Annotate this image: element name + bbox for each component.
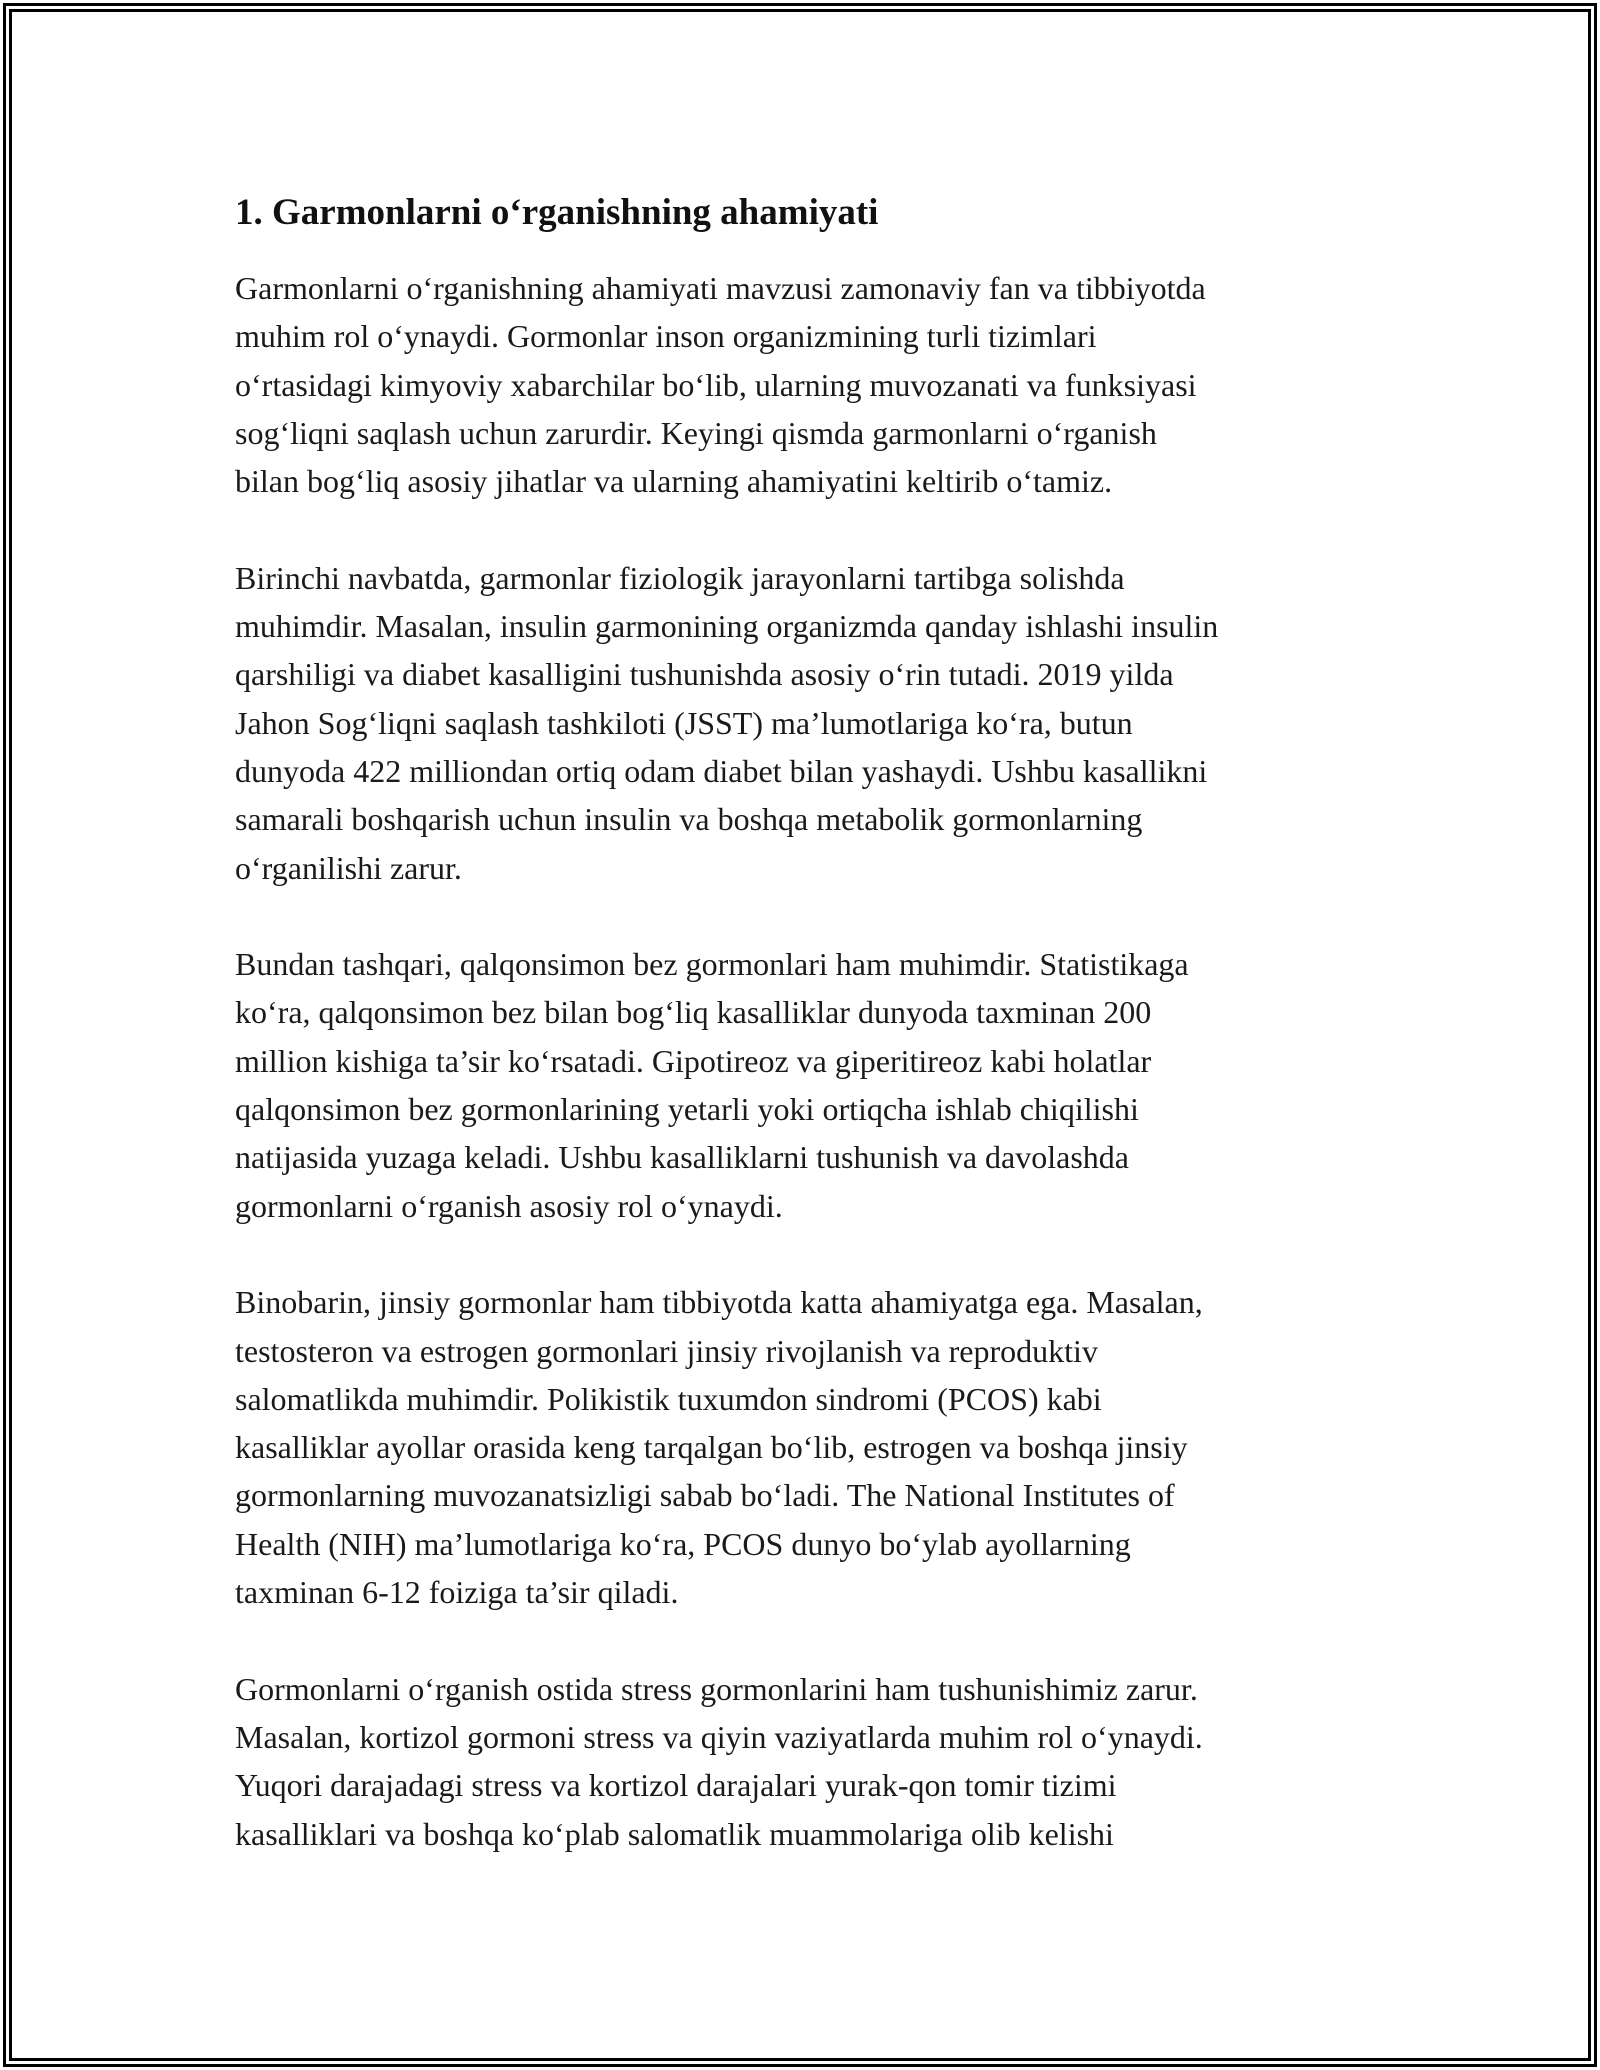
text-line: samarali boshqarish uchun insulin va boshqa metabolik gormonlarning <box>235 801 1143 838</box>
text-line: testosteron va estrogen gormonlari jinsiy rivojlanish va reproduktiv <box>235 1332 1098 1369</box>
paragraph-4 <box>235 1278 1375 1616</box>
text-line: Masalan, kortizol gormoni stress va qiyin vaziyatlarda muhim rol o‘ynaydi. <box>235 1718 1203 1755</box>
text-line: Birinchi navbatda, garmonlar fiziologik jarayonlarni tartibga solishda <box>235 559 1125 596</box>
paragraph-5 <box>235 1665 1375 1858</box>
text-line: kasalliklar ayollar orasida keng tarqalgan bo‘lib, estrogen va boshqa jinsiy <box>235 1429 1188 1466</box>
text-line: natijasida yuzaga keladi. Ushbu kasalliklarni tushunish va davolashda <box>235 1139 1129 1176</box>
text-line: bilan bog‘liq asosiy jihatlar va ularning ahamiyatini keltirib o‘tamiz. <box>235 463 1113 500</box>
paragraph-3 <box>235 940 1375 1230</box>
text-line: Yuqori darajadagi stress va kortizol darajalari yurak-qon tomir tizimi <box>235 1767 1117 1804</box>
text-line: muhim rol o‘ynaydi. Gormonlar inson organizmining turli tizimlari <box>235 318 1097 355</box>
text-line: Bundan tashqari, qalqonsimon bez gormonlari ham muhimdir. Statistikaga <box>235 946 1189 983</box>
text-line: Gormonlarni o‘rganish ostida stress gormonlarini ham tushunishimiz zarur. <box>235 1670 1198 1707</box>
paragraph-2 <box>235 554 1375 892</box>
text-line: Jahon Sog‘liqni saqlash tashkiloti (JSST) ma’lumotlariga ko‘ra, butun <box>235 704 1133 741</box>
text-line: o‘rtasidagi kimyoviy xabarchilar bo‘lib, ularning muvozanati va funksiyasi <box>235 366 1197 403</box>
section-heading: 1. Garmonlarni o‘rganishning ahamiyati <box>235 192 879 233</box>
text-line: gormonlarni o‘rganish asosiy rol o‘ynaydi. <box>235 1187 783 1224</box>
text-line: ko‘ra, qalqonsimon bez bilan bog‘liq kasalliklar dunyoda taxminan 200 <box>235 994 1152 1031</box>
text-line: sog‘liqni saqlash uchun zarurdir. Keyingi qismda garmonlarni o‘rganish <box>235 414 1157 451</box>
text-line: gormonlarning muvozanatsizligi sabab bo‘ladi. The National Institutes of <box>235 1477 1175 1514</box>
text-line: Binobarin, jinsiy gormonlar ham tibbiyotda katta ahamiyatga ega. Masalan, <box>235 1284 1203 1321</box>
text-line: muhimdir. Masalan, insulin garmonining organizmda qanday ishlashi insulin <box>235 608 1219 645</box>
text-line: million kishiga ta’sir ko‘rsatadi. Gipotireoz va giperitireoz kabi holatlar <box>235 1042 1152 1079</box>
text-line: qalqonsimon bez gormonlarining yetarli yoki ortiqcha ishlab chiqilishi <box>235 1091 1139 1128</box>
text-line: Garmonlarni o‘rganishning ahamiyati mavzusi zamonaviy fan va tibbiyotda <box>235 270 1206 306</box>
text-line: dunyoda 422 milliondan ortiq odam diabet bilan yashaydi. Ushbu kasallikni <box>235 752 1208 789</box>
paragraph-1 <box>235 264 1375 505</box>
text-line: taxminan 6-12 foiziga ta’sir qiladi. <box>235 1574 679 1611</box>
text-line: Health (NIH) ma’lumotlariga ko‘ra, PCOS dunyo bo‘ylab ayollarning <box>235 1525 1131 1562</box>
text-line: kasalliklari va boshqa ko‘plab salomatlik muammolariga olib kelishi <box>235 1815 1114 1852</box>
text-line: salomatlikda muhimdir. Polikistik tuxumdon sindromi (PCOS) kabi <box>235 1380 1102 1417</box>
text-line: qarshiligi va diabet kasalligini tushunishda asosiy o‘rin tutadi. 2019 yilda <box>235 656 1174 693</box>
document-page <box>235 190 1375 1906</box>
text-line: o‘rganilishi zarur. <box>235 849 462 886</box>
